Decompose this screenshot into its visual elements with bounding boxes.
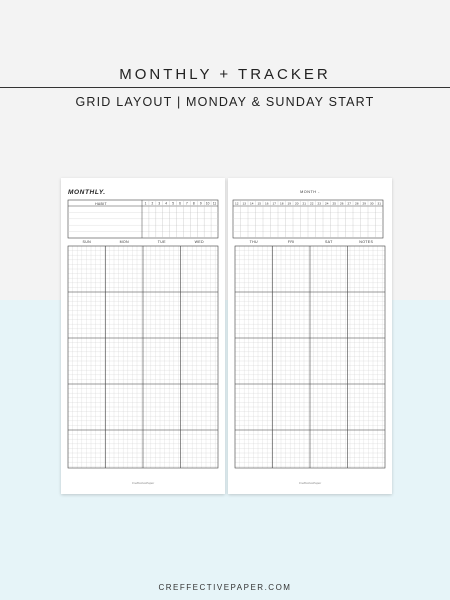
weekday-label: NOTES xyxy=(359,240,374,244)
tracker-day-number: 10 xyxy=(205,201,210,206)
tracker-day-number: 22 xyxy=(310,201,314,206)
right-planner-page xyxy=(228,178,392,494)
tracker-day-number: 17 xyxy=(272,201,276,206)
tracker-day-number: 14 xyxy=(250,201,254,206)
tracker-day-number: 28 xyxy=(355,201,359,206)
right-calendar-grid xyxy=(235,246,385,468)
tracker-day-number: 15 xyxy=(257,201,261,206)
title-divider xyxy=(0,87,450,88)
monthly-heading: MONTHLY. xyxy=(68,189,106,196)
right-weekday-labels xyxy=(250,240,374,244)
month-label: MONTH - xyxy=(300,190,320,194)
tracker-day-number: 18 xyxy=(280,201,284,206)
tracker-day-number: 19 xyxy=(287,201,291,206)
tracker-day-number: 5 xyxy=(172,201,174,206)
right-signature: CreffectivePaper xyxy=(298,481,322,485)
left-tracker-day-numbers xyxy=(145,202,217,206)
tracker-border xyxy=(68,200,218,238)
tracker-day-number: 6 xyxy=(179,201,181,206)
tracker-day-number: 9 xyxy=(199,201,202,206)
tracker-day-number: 31 xyxy=(377,201,381,206)
tracker-day-number: 27 xyxy=(347,201,351,206)
left-planner-page xyxy=(61,178,225,494)
tracker-day-number: 8 xyxy=(192,201,195,206)
tracker-day-number: 24 xyxy=(325,201,329,206)
weekday-label: SAT xyxy=(324,240,333,244)
habit-tracker-grid xyxy=(68,200,218,238)
tracker-day-number: 20 xyxy=(295,201,299,206)
footer-url: CREFFECTIVEPAPER.COM xyxy=(158,583,292,592)
tracker-day-number: 2 xyxy=(151,201,154,206)
tracker-day-number: 16 xyxy=(265,201,269,206)
weekday-label: MON xyxy=(119,240,129,244)
weekday-label: FRI xyxy=(287,240,295,244)
page-title: MONTHLY + TRACKER xyxy=(119,66,331,83)
tracker-day-number: 23 xyxy=(317,201,321,206)
tracker-day-number: 30 xyxy=(370,201,374,206)
left-signature: CreffectivePaper xyxy=(131,481,155,485)
tracker-day-number: 12 xyxy=(235,201,239,206)
tracker-day-number: 1 xyxy=(144,201,147,206)
tracker-day-number: 25 xyxy=(332,201,336,206)
weekday-label: SUN xyxy=(82,240,91,244)
page-subtitle: GRID LAYOUT | MONDAY & SUNDAY START xyxy=(75,95,375,109)
tracker-day-number: 26 xyxy=(340,201,344,206)
habit-column-label: HABIT xyxy=(95,202,107,206)
tracker-day-number: 7 xyxy=(186,201,188,206)
right-habit-tracker-grid xyxy=(233,200,383,238)
weekday-label: TUE xyxy=(157,240,166,244)
right-page-drawing xyxy=(228,178,392,494)
tracker-day-number: 29 xyxy=(362,201,366,206)
tracker-day-number: 11 xyxy=(212,201,217,206)
tracker-day-number: 3 xyxy=(158,201,161,206)
tracker-day-number: 21 xyxy=(302,201,306,206)
weekday-label: THU xyxy=(249,240,258,244)
weekday-label: WED xyxy=(194,240,204,244)
left-page-drawing xyxy=(61,178,225,494)
left-calendar-grid xyxy=(68,246,218,468)
tracker-day-number: 13 xyxy=(242,201,246,206)
left-weekday-labels xyxy=(83,240,204,244)
tracker-day-number: 4 xyxy=(165,201,168,206)
